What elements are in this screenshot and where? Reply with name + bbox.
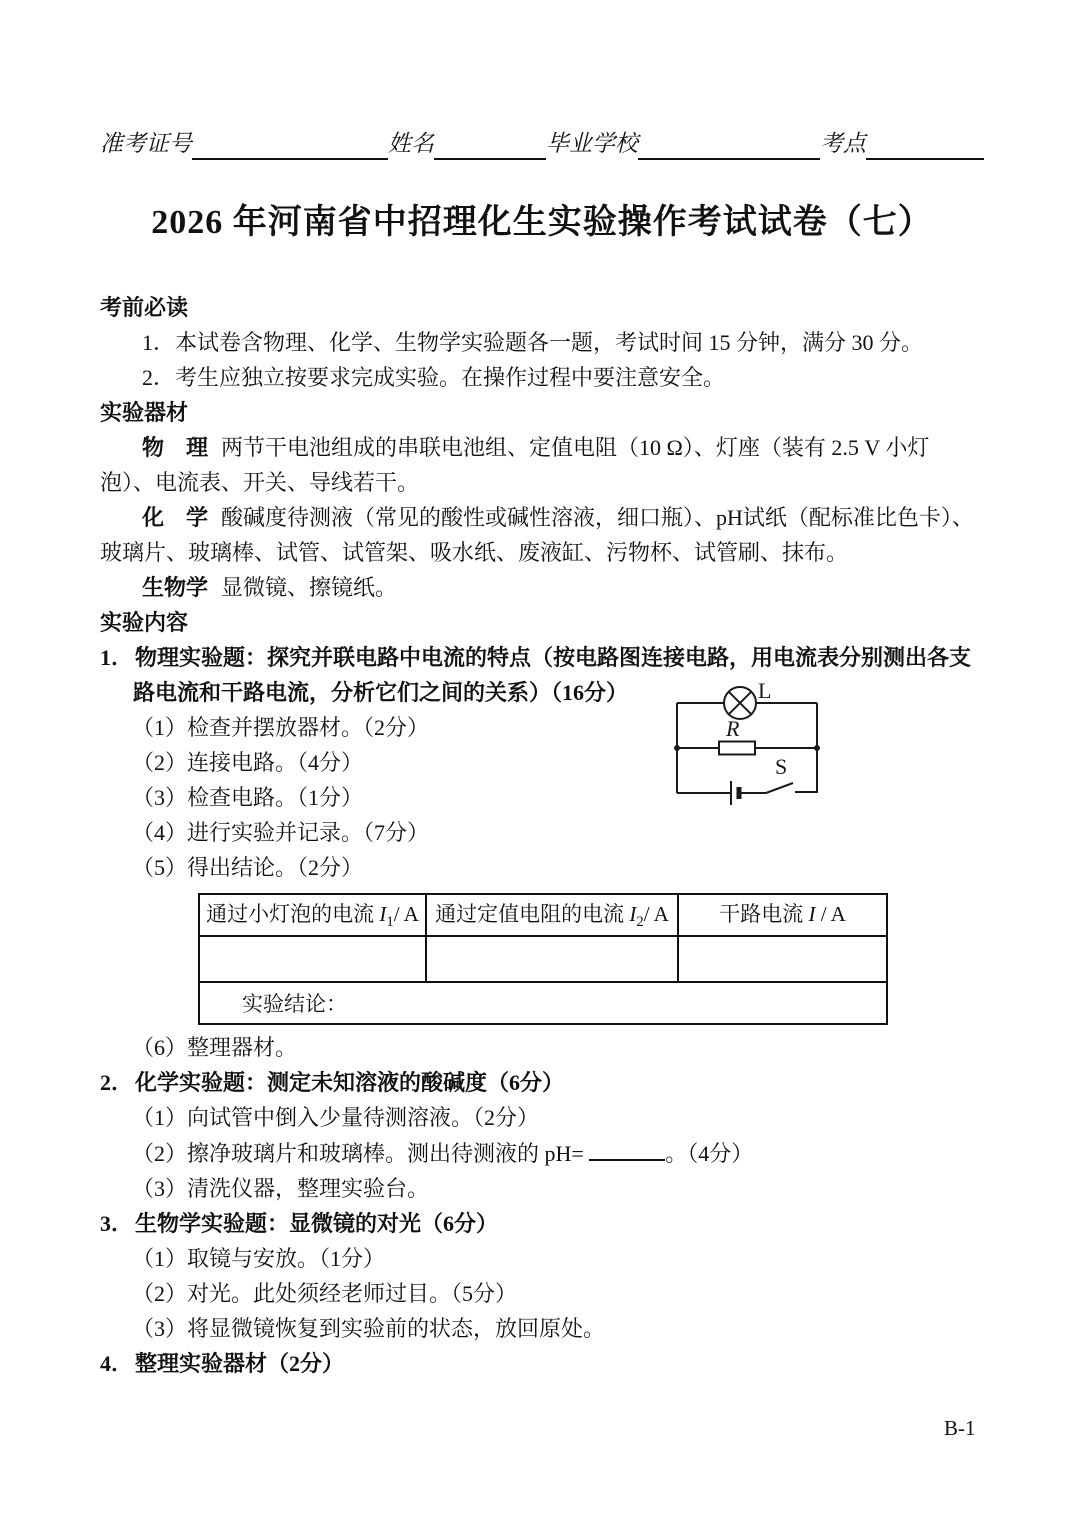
- col2-text: 通过定值电阻的电流: [435, 902, 630, 927]
- name-blank: [434, 130, 546, 160]
- table-header-row: [199, 894, 887, 936]
- col3-unit: / A: [815, 902, 846, 927]
- q1-step-2: （2）连接电路。（4分）: [132, 750, 364, 775]
- label-exam-id: 准考证号: [100, 131, 192, 156]
- equipment-chemistry: [100, 500, 984, 570]
- q2-step-1: （1）向试管中倒入少量待测溶液。（2分）: [132, 1105, 540, 1130]
- label-name: 姓名: [388, 131, 434, 156]
- q1-title-text: 物理实验题：探究并联电路中电流的特点（按电路图连接电路，用电流表分别测出各支路电流和干路电流，分析它们之间的关系）（16分）: [133, 645, 972, 705]
- q2-number: 2．: [100, 1070, 134, 1095]
- lamp-cross-icon: [729, 692, 752, 715]
- equipment-biology: [100, 570, 984, 605]
- equipment-physics-label: 物 理: [142, 435, 209, 460]
- col2-unit: / A: [643, 902, 669, 927]
- q2-title-text: 化学实验题：测定未知溶液的酸碱度（6分）: [135, 1070, 565, 1095]
- col1-subscript: 1: [386, 914, 394, 931]
- section-heading-equipment: 实验器材: [100, 400, 189, 425]
- q2-step-2: [100, 1135, 984, 1171]
- col3-symbol: I: [808, 902, 816, 927]
- label-site: 考点: [820, 131, 866, 156]
- equipment-physics-text: 两节干电池组成的串联电池组、定值电阻（10 Ω）、灯座（装有 2.5 V 小灯泡）、电流表、开关、导线若干。: [100, 435, 930, 495]
- q2-step-3: （3）清洗仪器，整理实验台。: [132, 1176, 430, 1201]
- equipment-biology-label: 生物学: [142, 575, 209, 600]
- equipment-chemistry-text: 酸碱度待测液（常见的酸性或碱性溶液，细口瓶）、pH试纸（配标准比色卡）、玻璃片、玻璃棒、试管、试管架、吸水纸、废液缸、污物杯、试管刷、抹布。: [100, 505, 974, 565]
- table-conclusion-row: [199, 982, 887, 1024]
- exam-id-blank: [192, 130, 388, 160]
- current-measurement-table: [198, 893, 888, 1025]
- junction-dot-right: [814, 745, 820, 751]
- q2-title: [100, 1065, 984, 1100]
- q1-step-3: （3）检查电路。（1分）: [132, 785, 364, 810]
- switch-blade-icon: [766, 783, 793, 793]
- section-heading-content: 实验内容: [100, 610, 189, 635]
- col1-text: 通过小灯泡的电流: [206, 902, 380, 927]
- col1-symbol: I: [379, 902, 387, 927]
- q4-number: 4．: [100, 1351, 134, 1376]
- q1-step-6: （6）整理器材。: [132, 1035, 298, 1060]
- page-title: 2026 年河南省中招理化生实验操作考试试卷（七）: [151, 204, 933, 241]
- school-blank: [638, 130, 820, 160]
- equipment-chemistry-label: 化 学: [142, 505, 209, 530]
- section-heading-notice: 考前必读: [100, 295, 189, 320]
- q3-step-2: （2）对光。此处须经老师过目。（5分）: [132, 1281, 518, 1306]
- equipment-biology-text: 显微镜、擦镜纸。: [221, 575, 398, 600]
- resistor-label: R: [726, 716, 740, 741]
- q4-title: [100, 1346, 984, 1381]
- notice-item-2: 2．考生应独立按要求完成实验。在操作过程中要注意安全。: [142, 365, 726, 390]
- col2-subscript: 2: [636, 914, 644, 931]
- q4-title-text: 整理实验器材（2分）: [135, 1351, 345, 1376]
- q3-title-text: 生物学实验题：显微镜的对光（6分）: [135, 1211, 499, 1236]
- q2-step-2-text: （2）擦净玻璃片和玻璃棒。测出待测液的 pH=: [132, 1141, 590, 1166]
- lamp-current-cell: [199, 936, 426, 982]
- col2-symbol: I: [629, 902, 637, 927]
- q1-number: 1．: [100, 645, 134, 670]
- q1-title: [100, 640, 984, 710]
- site-blank: [866, 130, 984, 160]
- equipment-physics: [100, 430, 984, 500]
- ph-answer-blank: [589, 1135, 665, 1161]
- col1-unit: / A: [393, 902, 419, 927]
- table-header-lamp-current: [199, 894, 426, 936]
- notice-item-1: 1．本试卷含物理、化学、生物学实验题各一题，考试时间 15 分钟，满分 30 分。: [142, 330, 924, 355]
- q2-step-2-tail: 。（4分）: [665, 1141, 754, 1166]
- lamp-label: L: [758, 682, 772, 703]
- table-data-row: [199, 936, 887, 982]
- resistor-icon: [719, 742, 755, 755]
- q3-title: [100, 1206, 984, 1241]
- table-header-main-current: [678, 894, 887, 936]
- label-school: 毕业学校: [546, 131, 638, 156]
- junction-dot-left: [674, 745, 680, 751]
- page-content: [0, 128, 1080, 1381]
- switch-label: S: [775, 754, 788, 779]
- resistor-current-cell: [426, 936, 678, 982]
- circuit-diagram: [674, 682, 820, 812]
- q1-step-1: （1）检查并摆放器材。（2分）: [132, 715, 430, 740]
- candidate-info-row: [100, 128, 984, 160]
- table-header-resistor-current: [426, 894, 678, 936]
- main-current-cell: [678, 936, 887, 982]
- q3-step-3: （3）将显微镜恢复到实验前的状态，放回原处。: [132, 1316, 606, 1341]
- q3-number: 3．: [100, 1211, 134, 1236]
- conclusion-cell: 实验结论：: [199, 982, 887, 1024]
- col3-text: 干路电流: [719, 902, 809, 927]
- q1-step-5: （5）得出结论。（2分）: [132, 855, 364, 880]
- page-number: B-1: [944, 1416, 976, 1440]
- q3-step-1: （1）取镜与安放。（1分）: [132, 1246, 386, 1271]
- q1-step-4: （4）进行实验并记录。（7分）: [132, 820, 430, 845]
